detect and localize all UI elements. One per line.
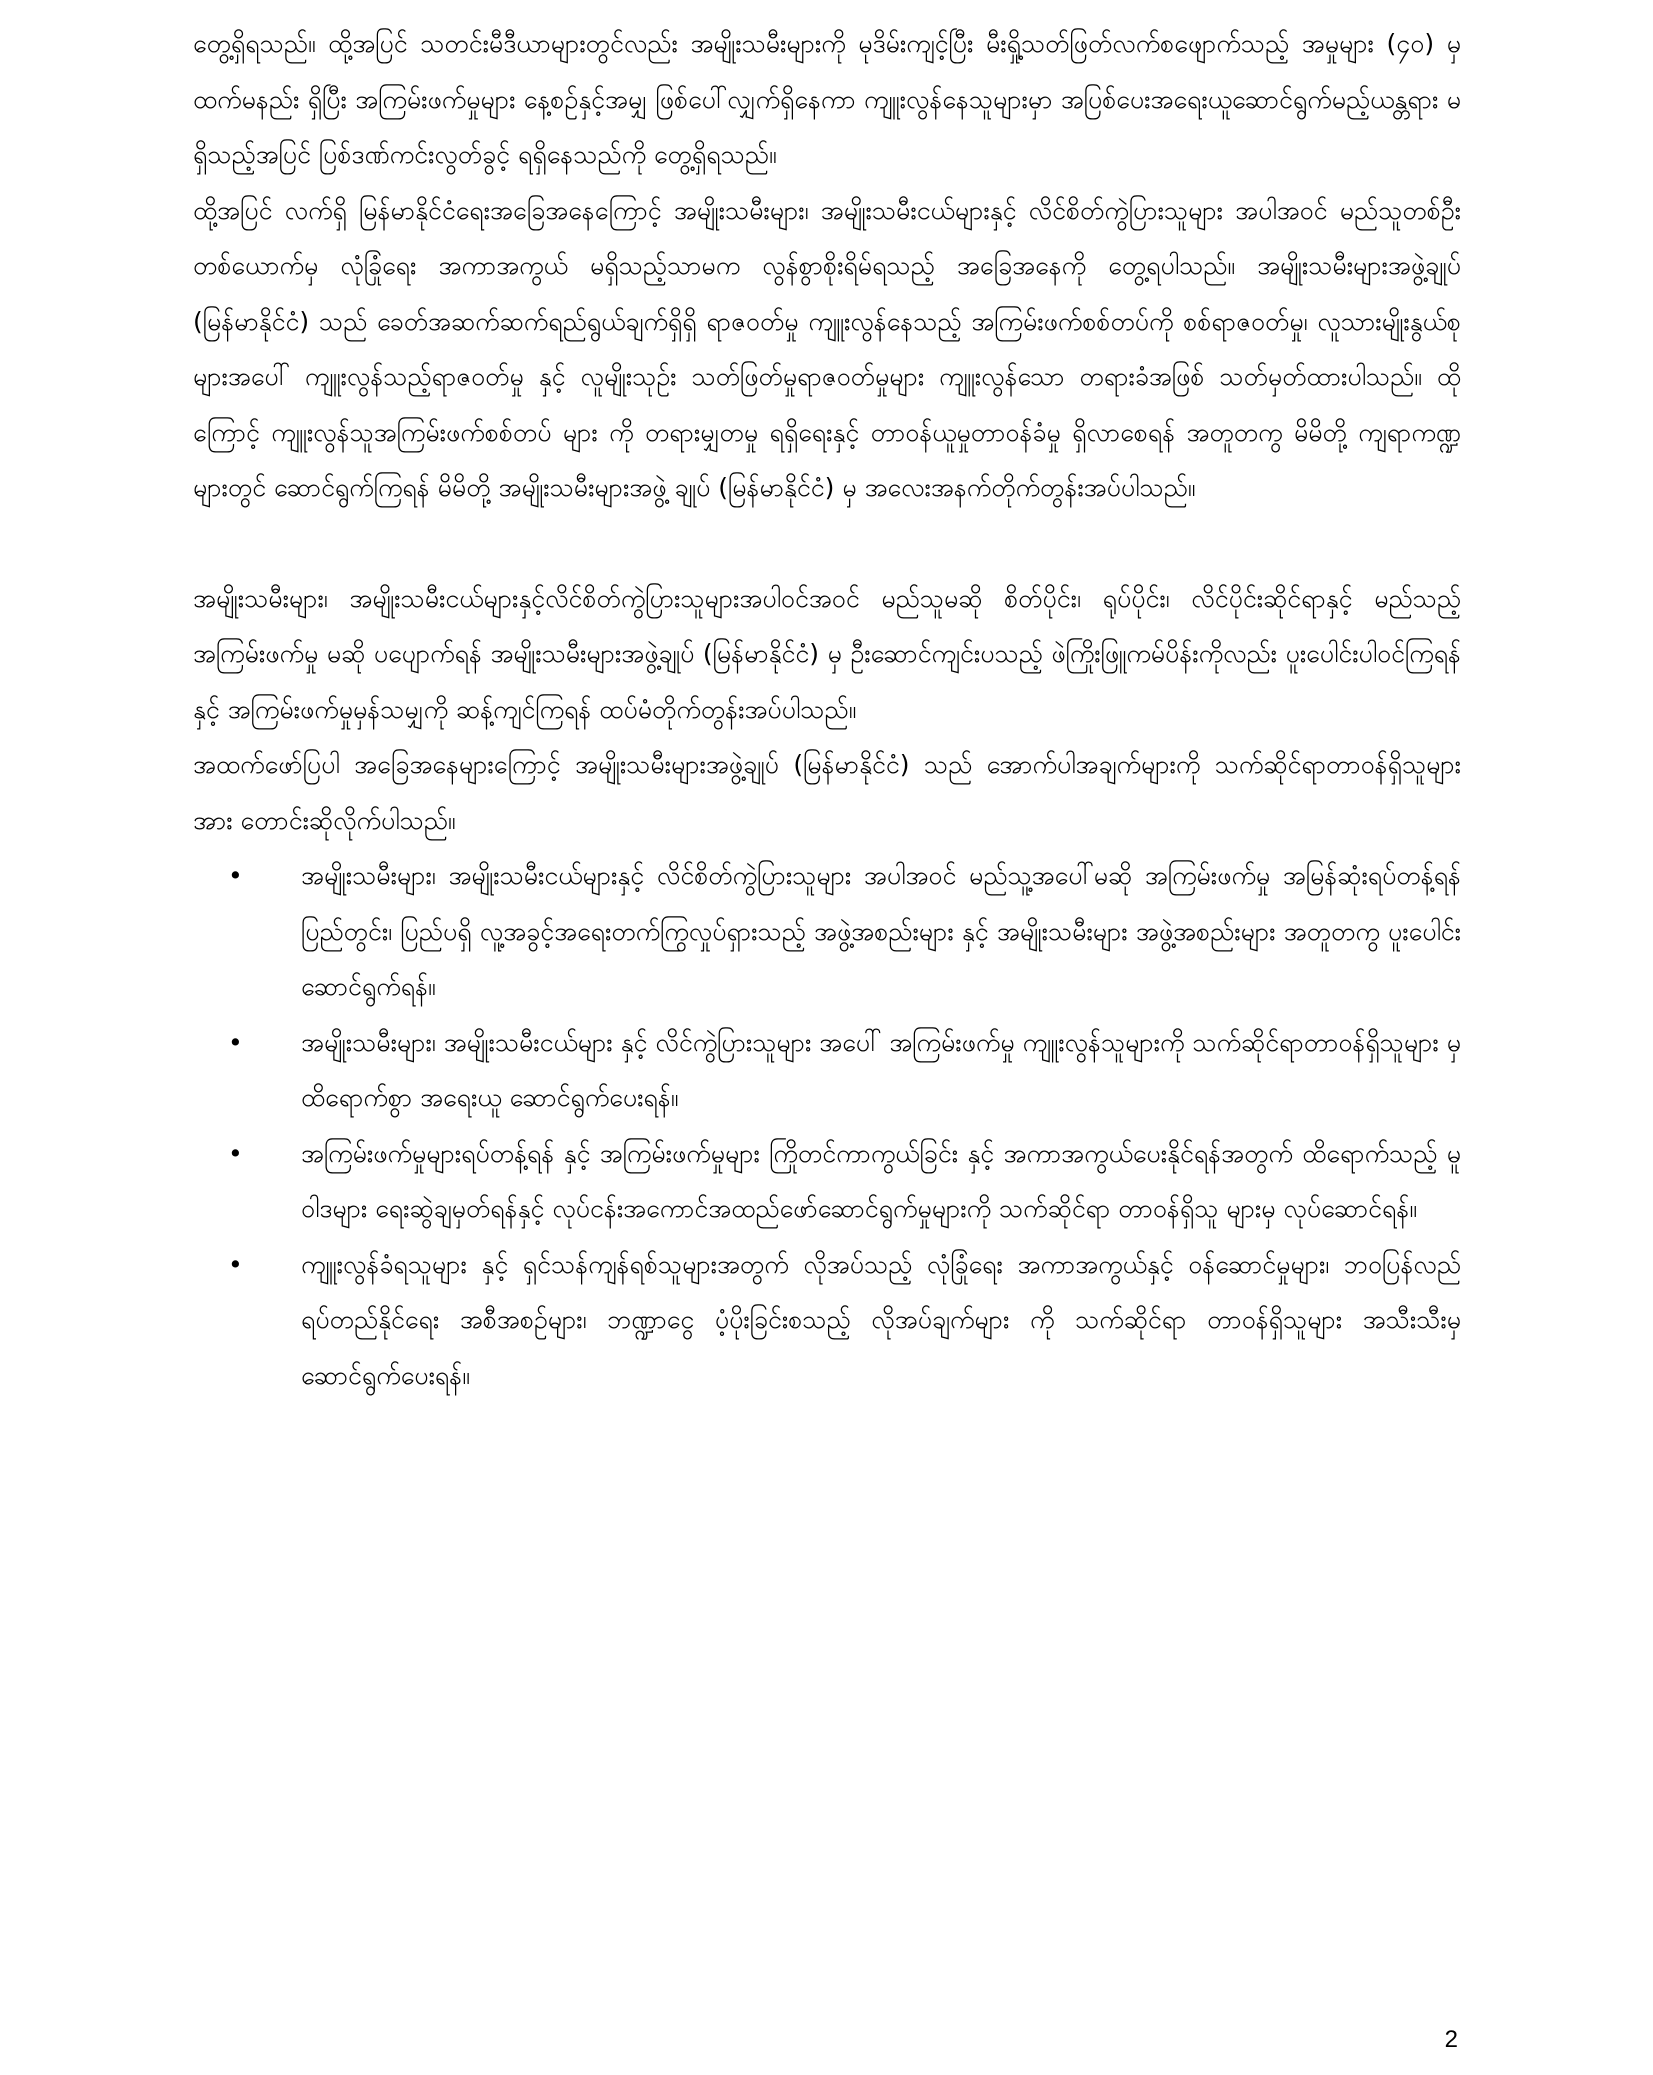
paragraph-spacer bbox=[193, 516, 1461, 571]
page-number: 2 bbox=[1444, 2026, 1458, 2053]
list-item-text: အမျိုးသမီးများ၊ အမျိုးသမီးငယ်များ နှင့် လိင်ကွဲပြားသူများ အပေါ် အကြမ်းဖက်မှု ကျူးလွန်သူများကို သက်ဆိုင်ရာတာဝန်ရှိသူများ မှ ထိရောက်စွာ အရေးယူ ဆောင်ရွက်ပေးရန်။ bbox=[301, 1027, 1461, 1112]
bullet-icon: • bbox=[228, 1249, 243, 1279]
list-item-text: ကျူးလွန်ခံရသူများ နှင့် ရှင်သန်ကျန်ရစ်သူများအတွက် လိုအပ်သည့် လုံခြုံရေး အကာအကွယ်နှင့် ဝန်ဆောင်မှုများ၊ ဘဝပြန်လည်ရပ်တည်နိုင်ရေး အစီအစဉ်များ၊ ဘဏ္ဍာငွေ ပံ့ပိုးခြင်းစသည့် လိုအပ်ချက်များ ကို သက်ဆိုင်ရာ တာဝန်ရှိသူများ အသီးသီးမှ ဆောင်ရွက်ပေးရန်။ bbox=[301, 1249, 1461, 1390]
paragraph-2: ထို့အပြင် လက်ရှိ မြန်မာနိုင်ငံရေးအခြေအနေကြောင့် အမျိုးသမီးများ၊ အမျိုးသမီးငယ်များနှင့် လိင်စိတ်ကွဲပြားသူများ အပါအဝင် မည်သူတစ်ဦးတစ်ယောက်မှ လုံခြုံရေး အကာအကွယ် မရှိသည့်သာမက လွန်စွာစိုးရိမ်ရသည့် အခြေအနေကို တွေ့ရပါသည်။ အမျိုးသမီးများအဖွဲ့ချုပ် (မြန်မာနိုင်ငံ) သည် ခေတ်အဆက်ဆက်ရည်ရွယ်ချက်ရှိရှိ ရာဇဝတ်မှု ကျူးလွန်နေသည့် အကြမ်းဖက်စစ်တပ်ကို စစ်ရာဇဝတ်မှု၊ လူသားမျိုးနွယ်စုများအပေါ် ကျူးလွန်သည့်ရာဇဝတ်မှု နှင့် လူမျိုးသုဉ်း သတ်ဖြတ်မှုရာဇဝတ်မှုများ ကျူးလွန်သော တရားခံအဖြစ် သတ်မှတ်ထားပါသည်။ ထိုကြောင့် ကျူးလွန်သူအကြမ်းဖက်စစ်တပ် များ ကို တရားမျှတမှု ရရှိရေးနှင့် တာဝန်ယူမှုတာဝန်ခံမှု ရှိလာစေရန် အတူတကွ မိမိတို့ ကျရာကဏ္ဍများတွင် ဆောင်ရွက်ကြရန် မိမိတို့ အမျိုးသမီးများအဖွဲ့ ချုပ် (မြန်မာနိုင်ငံ) မှ အလေးအနက်တိုက်တွန်းအပ်ပါသည်။ bbox=[193, 195, 1461, 502]
bullet-icon: • bbox=[228, 1138, 243, 1168]
list-item bbox=[193, 848, 1461, 1015]
paragraph-1: တွေ့ရှိရသည်။ ထို့အပြင် သတင်းမီဒီယာများတွင်လည်း အမျိုးသမီးများကို မုဒိမ်းကျင့်ပြီး မီးရှို့သတ်ဖြတ်လက်စဖျောက်သည့် အမှုများ (၄၀) မှ ထက်မနည်း ရှိပြီး အကြမ်းဖက်မှုများ နေ့စဉ်နှင့်အမျှ ဖြစ်ပေါ်လျှက်ရှိနေကာ ကျူးလွန်နေသူများမှာ အပြစ်ပေးအရေးယူဆောင်ရွက်မည့်ယန္တရား မရှိသည့်အပြင် ပြစ်ဒဏ်ကင်းလွတ်ခွင့် ရရှိနေသည်ကို တွေ့ရှိရသည်။ bbox=[193, 29, 1461, 169]
bullet-icon: • bbox=[228, 861, 243, 890]
list-item bbox=[193, 1015, 1461, 1126]
list-item-text: အမျိုးသမီးများ၊ အမျိုးသမီးငယ်များနှင့် လိင်စိတ်ကွဲပြားသူများ အပါအဝင် မည်သူ့အပေါ်မဆို အကြမ်းဖက်မှု အမြန်ဆုံးရပ်တန့်ရန် ပြည်တွင်း၊ ပြည်ပရှိ လူ့အခွင့်အရေးတက်ကြွလှုပ်ရှားသည့် အဖွဲ့အစည်းများ နှင့် အမျိုးသမီးများ အဖွဲ့အစည်းများ အတူတကွ ပူးပေါင်းဆောင်ရွက်ရန်။ bbox=[301, 861, 1461, 1001]
paragraph-4: အထက်ဖော်ပြပါ အခြေအနေများကြောင့် အမျိုးသမီးများအဖွဲ့ချုပ် (မြန်မာနိုင်ငံ) သည် အောက်ပါအချက်များကို သက်ဆိုင်ရာတာဝန်ရှိသူများအား တောင်းဆိုလိုက်ပါသည်။ bbox=[193, 750, 1461, 835]
document-body bbox=[193, 16, 1461, 1403]
list-item bbox=[193, 1237, 1461, 1404]
paragraph-3: အမျိုးသမီးများ၊ အမျိုးသမီးငယ်များနှင့်လိင်စိတ်ကွဲပြားသူများအပါဝင်အဝင် မည်သူမဆို စိတ်ပိုင်း၊ ရုပ်ပိုင်း၊ လိင်ပိုင်းဆိုင်ရာနှင့် မည်သည့် အကြမ်းဖက်မှု မဆို ပပျောက်ရန် အမျိုးသမီးများအဖွဲ့ချုပ် (မြန်မာနိုင်ငံ) မှ ဦးဆောင်ကျင်းပသည့် ဖဲကြိုးဖြူကမ်ပိန်းကိုလည်း ပူးပေါင်းပါဝင်ကြရန်နှင့် အကြမ်းဖက်မှုမှန်သမျှကို ဆန့်ကျင်ကြရန် ထပ်မံတိုက်တွန်းအပ်ပါသည်။ bbox=[193, 583, 1461, 724]
list-item bbox=[193, 1126, 1461, 1237]
bullet-icon: • bbox=[228, 1027, 243, 1057]
list-item-text: အကြမ်းဖက်မှုများရပ်တန့်ရန် နှင့် အကြမ်းဖက်မှုများ ကြိုတင်ကာကွယ်ခြင်း နှင့် အကာအကွယ်ပေးနိုင်ရန်အတွက် ထိရောက်သည့် မူဝါဒများ ရေးဆွဲချမှတ်ရန်နှင့် လုပ်ငန်းအကောင်အထည်ဖော်ဆောင်ရွက်မှုများကို သက်ဆိုင်ရာ တာဝန်ရှိသူ များမှ လုပ်ဆောင်ရန်။ bbox=[301, 1138, 1461, 1223]
demands-list bbox=[193, 848, 1461, 1403]
